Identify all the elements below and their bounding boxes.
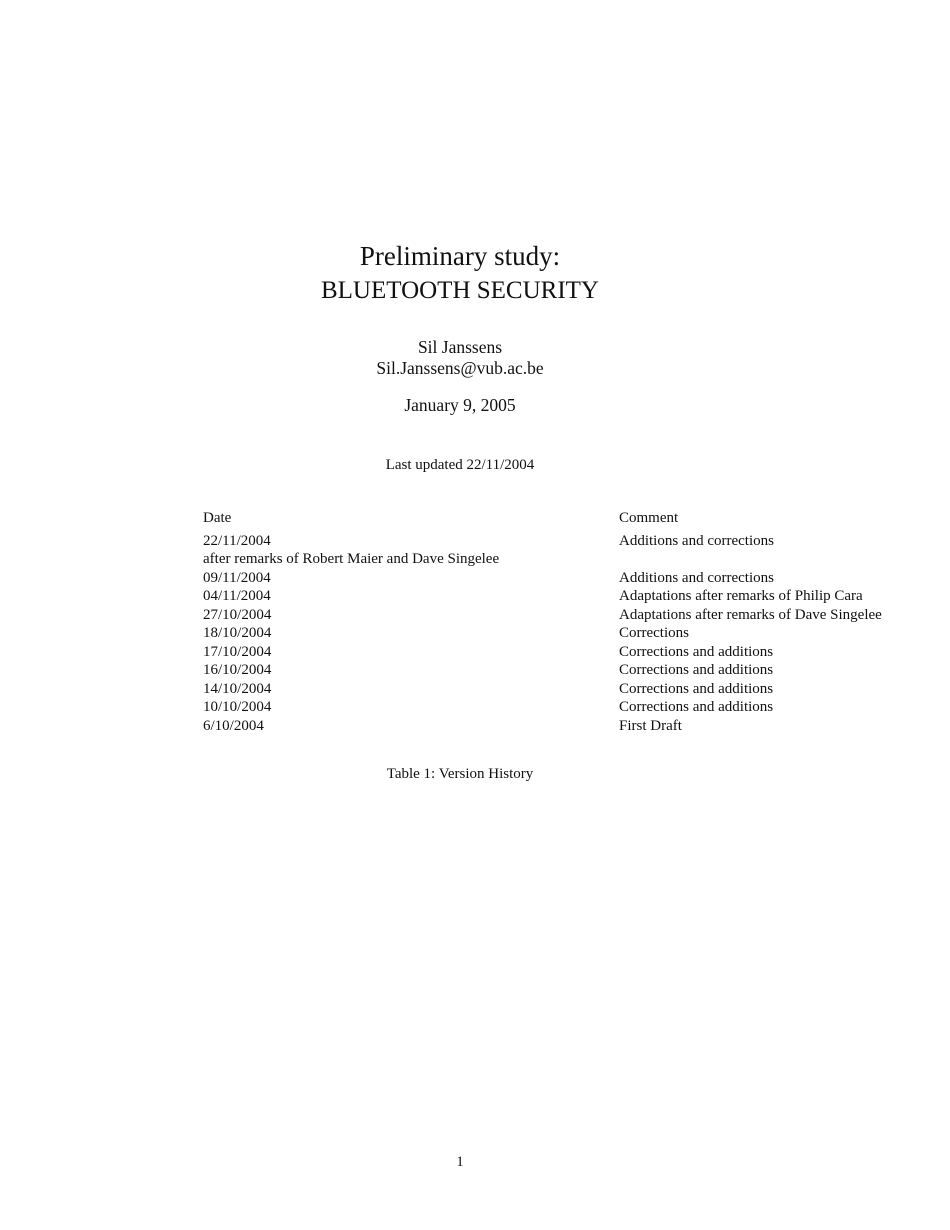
row-comment: Additions and corrections (619, 532, 774, 549)
table-row (203, 532, 923, 551)
table-row (203, 643, 923, 662)
document-date: January 9, 2005 (404, 395, 516, 415)
row-date: 14/10/2004 (203, 680, 272, 697)
table-row (203, 624, 923, 643)
row-date: 10/10/2004 (203, 699, 272, 715)
row-comment: Additions and corrections (619, 569, 774, 586)
row-comment: Corrections and additions (619, 699, 774, 715)
author-name: Sil Janssens (417, 337, 503, 357)
table-row (203, 606, 923, 625)
page-number: 1 (456, 1154, 464, 1170)
row-comment: Corrections and additions (619, 643, 774, 660)
version-history-table (203, 509, 923, 735)
table-row (203, 717, 923, 736)
author-email: Sil.Janssens@vub.ac.be (376, 358, 544, 378)
table-caption: Table 1: Version History (386, 766, 534, 782)
row-date: 22/11/2004 (203, 532, 271, 549)
row-date: 27/10/2004 (203, 606, 272, 623)
row-date: 18/10/2004 (203, 625, 272, 641)
row-comment: Corrections and additions (619, 680, 774, 697)
row-comment: Adaptations after remarks of Dave Singelee (619, 606, 882, 623)
row-date: 17/10/2004 (203, 643, 272, 660)
row-date: 04/11/2004 (203, 588, 271, 604)
row-date: 09/11/2004 (203, 569, 271, 586)
row-note: after remarks of Robert Maier and Dave Singelee (203, 551, 500, 567)
header-comment: Comment (619, 510, 679, 526)
row-comment: Corrections (619, 625, 689, 641)
row-comment: Adaptations after remarks of Philip Cara (619, 588, 863, 604)
document-subtitle: BLUETOOTH SECURITY (320, 277, 599, 304)
last-updated: Last updated 22/11/2004 (385, 457, 535, 473)
table-body (203, 569, 923, 736)
row-date: 6/10/2004 (203, 717, 264, 734)
header-date: Date (203, 510, 232, 526)
table-row (203, 587, 923, 606)
table-row (203, 569, 923, 588)
table-row (203, 698, 923, 717)
table-header-row (203, 509, 923, 528)
table-row (203, 661, 923, 680)
row-date: 16/10/2004 (203, 662, 272, 678)
row-comment: Corrections and additions (619, 662, 774, 678)
document-title: Preliminary study: (359, 241, 561, 271)
row-comment: First Draft (619, 717, 682, 734)
table-row (203, 680, 923, 699)
